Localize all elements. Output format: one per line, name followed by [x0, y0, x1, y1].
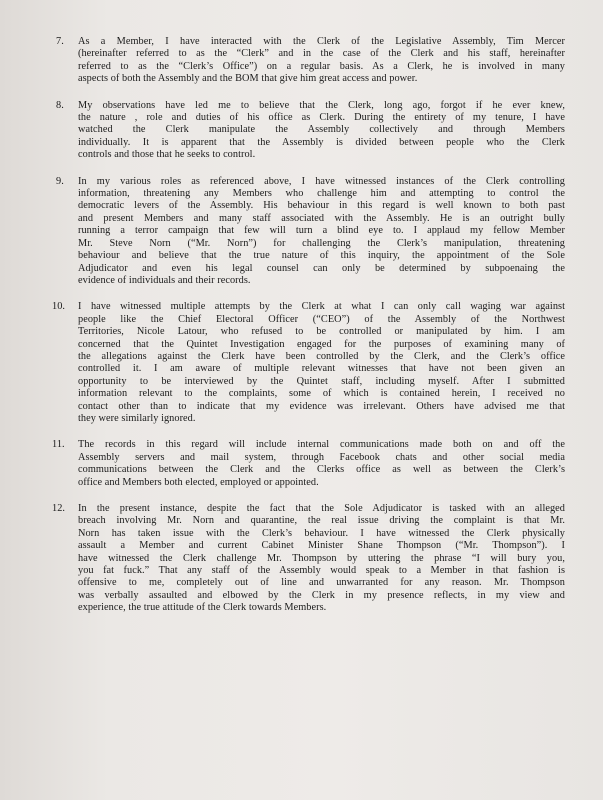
text-line: and present Members and many staff associated with the Assembly. He is an outright bully: [78, 212, 565, 224]
paragraph-9: [56, 176, 565, 288]
paragraph-12: [52, 503, 565, 615]
paragraph-number: 7.: [56, 36, 64, 47]
text-line: communications between the Clerk and the Clerks office as well as between the Clerk’s: [78, 464, 565, 476]
text-line: aspects of both the Assembly and the BOM that give him great access and power.: [78, 73, 418, 85]
text-line: Norn has taken issue with the Clerk’s behaviour. I have witnessed the Clerk physically: [78, 527, 565, 539]
text-line: Assembly servers and mail system, through Facebook chats and other social media: [78, 451, 565, 463]
text-line: information, threatening any Members who challenge him and attempting to control the: [78, 188, 565, 200]
text-line: the allegations against the Clerk have been controlled by the Clerk, and the Clerk’s office: [78, 350, 565, 362]
text-line: (hereinafter referred to as the “Clerk” and in the case of the Clerk and his staff, hereinafter: [78, 48, 565, 60]
paragraph-10: [52, 301, 565, 425]
text-line: controlled it. I am aware of multiple relevant witnesses that have not been given an: [78, 363, 565, 375]
text-line: evidence of individuals and their records.: [78, 274, 251, 286]
paragraph-number: 8.: [56, 99, 64, 111]
text-line: As a Member, I have interacted with the Clerk of the Legislative Assembly, Tim Mercer: [78, 36, 565, 47]
paragraph-number: 9.: [56, 175, 64, 187]
text-line: My observations have led me to believe that the Clerk, long ago, forgot if he ever knew,: [78, 99, 565, 111]
text-line: assault a Member and current Cabinet Minister Shane Thompson (“Mr. Thompson”). I: [78, 540, 565, 552]
paragraph-text: [78, 100, 565, 162]
text-line: information relevant to the complaints, some of which is contained herein, I received no: [78, 388, 565, 400]
paragraph-text: [78, 176, 565, 288]
text-line: offensive to me, completely out of line and unwarranted for any reason. Mr. Thompson: [78, 577, 565, 589]
text-line: contact other than to indicate that my evidence was irrelevant. Others have advised me that: [78, 400, 565, 412]
text-line: concerned that the Quintet Investigation engaged for the purposes of examining many of: [78, 338, 565, 350]
text-line: opportunity to be interviewed by the Quintet staff, including myself. After I submitted: [78, 375, 565, 387]
text-line: individually. It is apparent that the Assembly is divided between people who the Clerk: [78, 136, 565, 148]
paragraph-text: [78, 36, 565, 86]
text-line: experience, the true attitude of the Clerk towards Members.: [78, 602, 327, 614]
paragraph-8: [56, 100, 565, 162]
text-line: the nature , role and duties of his office as Clerk. During the entirety of my tenure, I have: [78, 112, 565, 124]
text-line: In my various roles as referenced above, I have witnessed instances of the Clerk controlling: [78, 175, 565, 187]
paragraph-text: [78, 439, 565, 489]
text-line: was verbally assaulted and elbowed by the Clerk in my presence reflects, in my view and: [78, 589, 565, 601]
text-line: you fat fuck.” That any staff of the Assembly would speak to a Member in that fashion is: [78, 565, 565, 577]
text-line: behaviour and believe that the true nature of this inquiry, the appointment of the Sole: [78, 250, 565, 262]
text-line: democratic levers of the Assembly. His behaviour in this regard is well known to both past: [78, 200, 565, 212]
text-line: controls and those that he seeks to control.: [78, 149, 256, 161]
text-line: have witnessed the Clerk challenge Mr. Thompson by uttering the phrase “I will bury you,: [78, 552, 565, 564]
text-line: The records in this regard will include internal communications made both on and off the: [78, 439, 565, 451]
text-line: breach involving Mr. Norn and quarantine, the real issue driving the complaint is that Mr.: [78, 515, 565, 527]
paragraph-text: [78, 503, 565, 615]
text-line: Territories, Nicole Latour, who refused to be controlled or manipulated by him. I am: [78, 326, 565, 338]
text-line: watched the Clerk manipulate the Assembly collectively and through Members: [78, 124, 565, 136]
paragraph-number: 10.: [52, 301, 66, 313]
text-line: In the present instance, despite the fact that the Sole Adjudicator is tasked with an alleged: [78, 503, 565, 514]
text-line: office and Members both elected, employed or appointed.: [78, 476, 319, 488]
text-line: Adjudicator and even his legal counsel can only be determined by subpoenaing the: [78, 262, 565, 274]
paragraph-11: [52, 439, 565, 489]
text-line: Mr. Steve Norn (“Mr. Norn”) for challenging the Clerk’s manipulation, threatening: [78, 237, 565, 249]
text-line: I have witnessed multiple attempts by the Clerk at what I can only call waging war against: [78, 301, 565, 313]
text-line: referred to as the “Clerk’s Office”) on a regular basis. As a Clerk, he is involved in many: [78, 60, 565, 72]
text-line: they were similarly ignored.: [78, 412, 196, 424]
paragraph-7: [56, 36, 565, 86]
text-line: people like the Chief Electoral Officer (“CEO”) of the Assembly of the Northwest: [78, 313, 565, 325]
paragraph-number: 11.: [52, 439, 65, 451]
paragraph-text: [78, 301, 565, 425]
text-line: running a terror campaign that few will turn a blind eye to. I applaud my fellow Member: [78, 225, 565, 237]
paragraph-number: 12.: [52, 503, 66, 514]
